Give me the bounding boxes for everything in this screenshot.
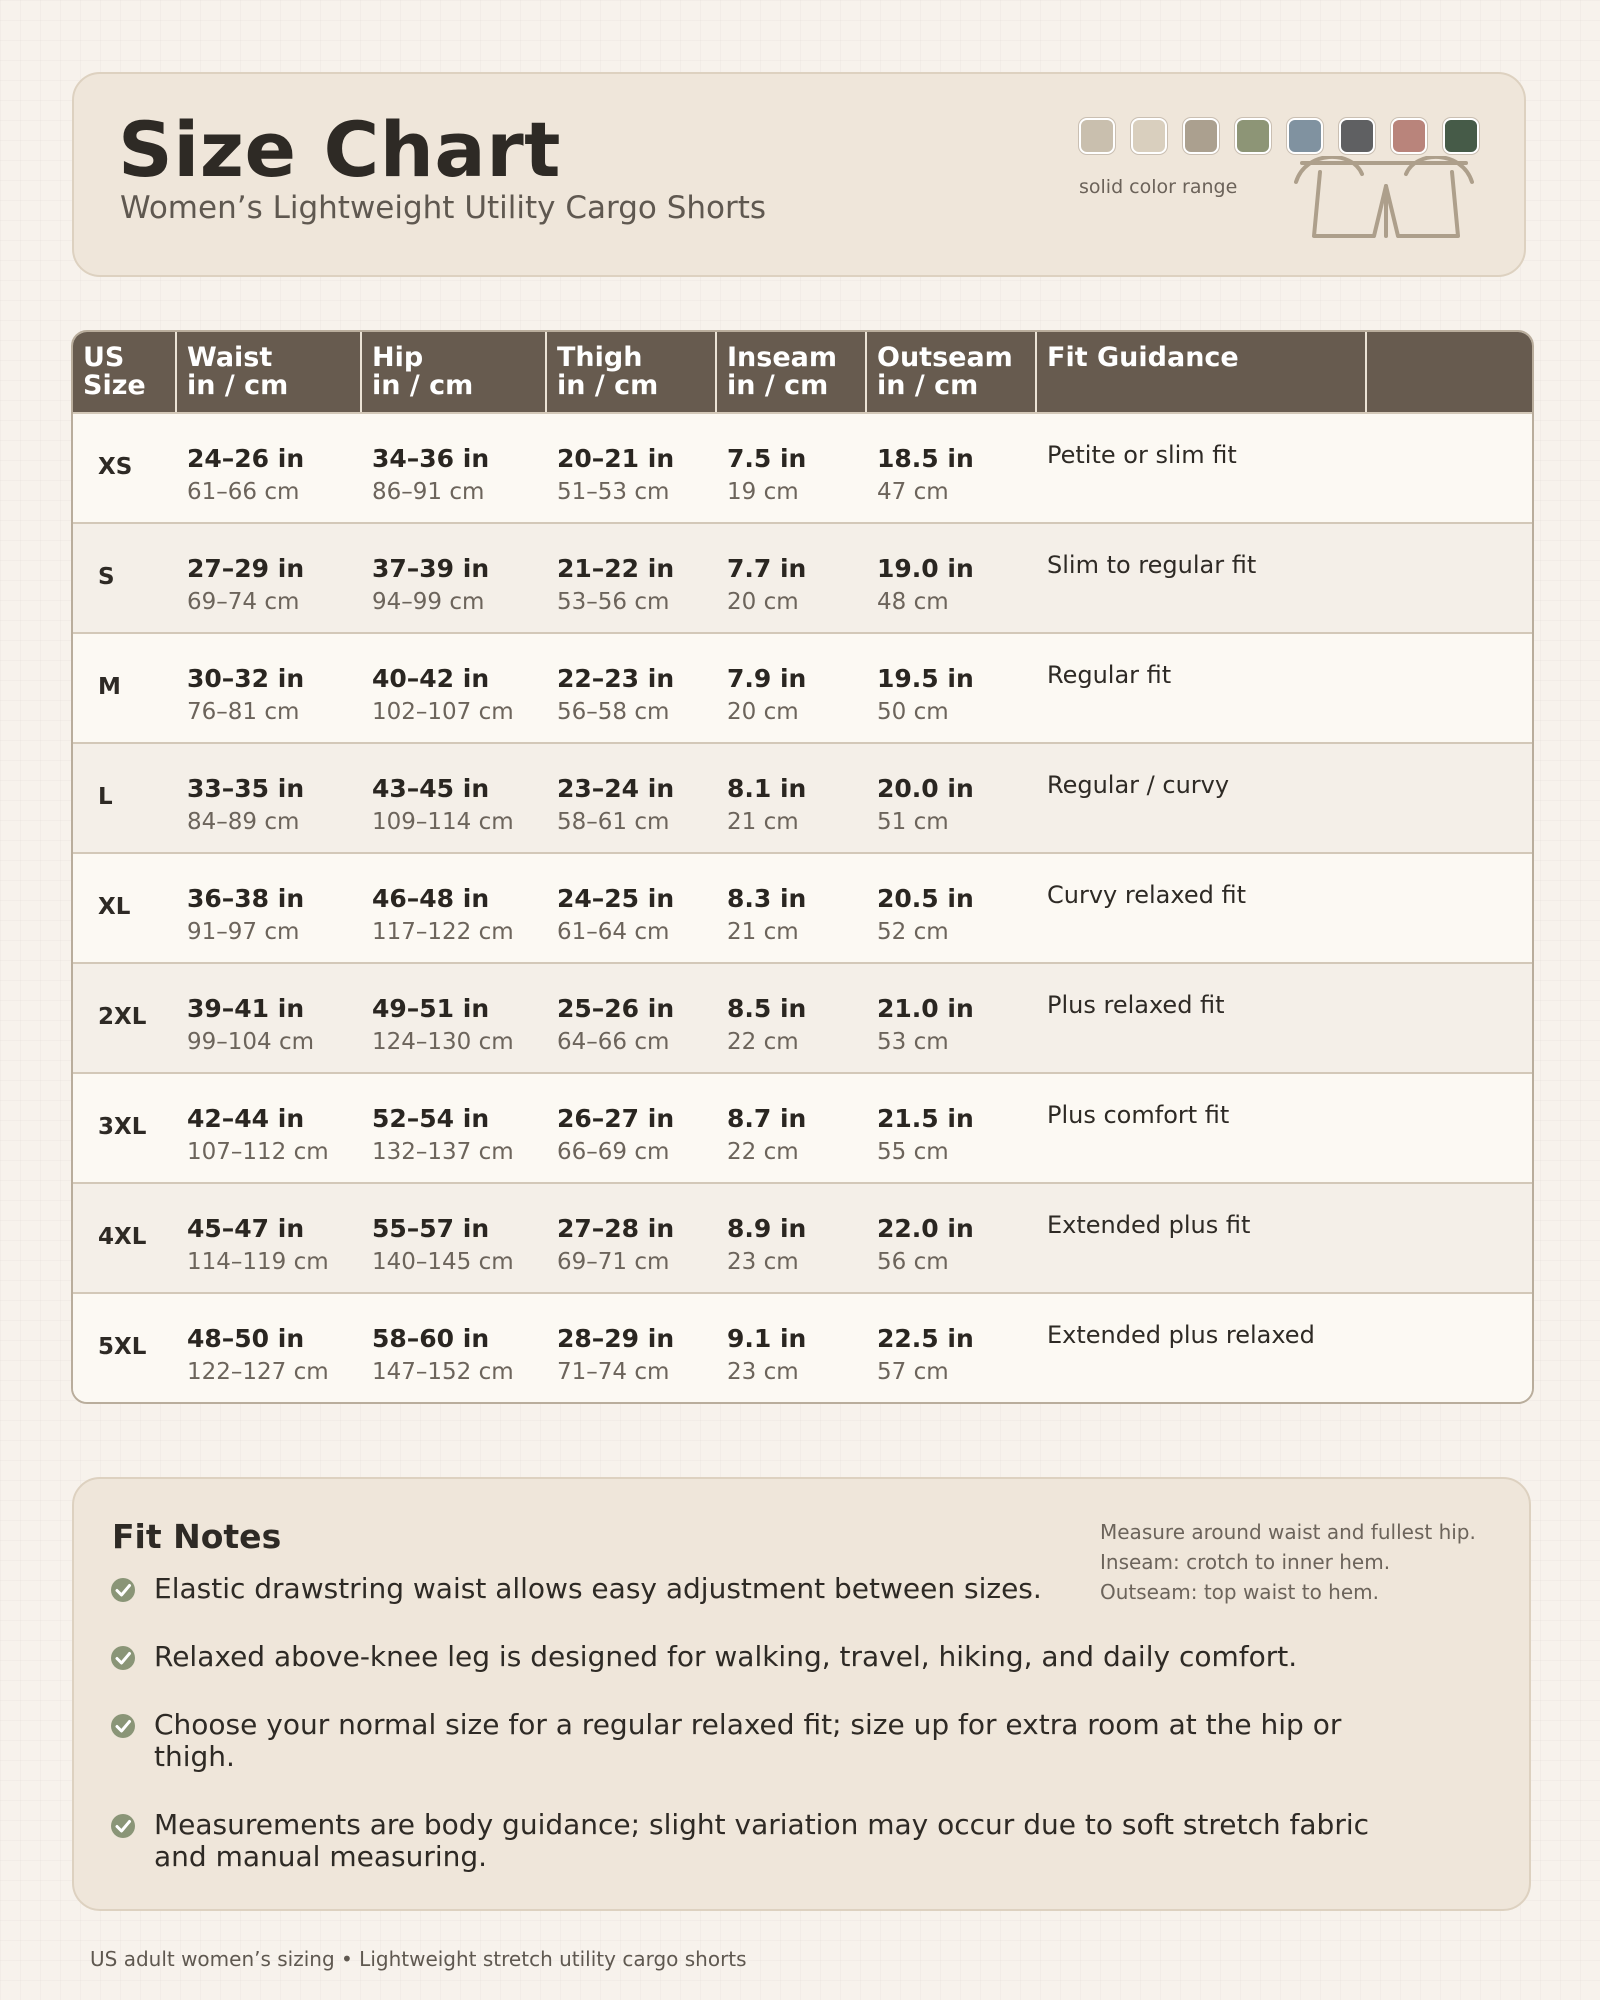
hip-in: 46–48 in <box>372 884 490 913</box>
inseam-cm: 22 cm <box>727 1139 799 1165</box>
thigh-in: 23–24 in <box>557 774 675 803</box>
waist-cm: 84–89 cm <box>187 809 300 835</box>
waist-cm: 91–97 cm <box>187 919 300 945</box>
outseam-cm: 50 cm <box>877 699 949 725</box>
fit-note-text: Relaxed above-knee leg is designed for walking, travel, hiking, and daily comfort. <box>154 1640 1298 1673</box>
table-row <box>73 1292 1532 1402</box>
thigh-in: 24–25 in <box>557 884 675 913</box>
thigh-in: 22–23 in <box>557 664 675 693</box>
fit-notes-card <box>72 1477 1531 1911</box>
fit-note-item <box>110 1809 1430 1873</box>
page-title: Size Chart <box>118 105 562 194</box>
inseam-cell <box>717 1072 867 1182</box>
hip-cm: 94–99 cm <box>372 589 485 615</box>
outseam-cm: 57 cm <box>877 1359 949 1385</box>
color-swatch <box>1443 118 1479 154</box>
waist-cm: 122–127 cm <box>187 1359 329 1385</box>
outseam-cell <box>867 852 1037 962</box>
thigh-in: 28–29 in <box>557 1324 675 1353</box>
outseam-cm: 56 cm <box>877 1249 949 1275</box>
size-label: XS <box>73 412 177 522</box>
hip-in: 52–54 in <box>372 1104 490 1133</box>
fit-notes-list <box>110 1573 1430 1873</box>
thigh-cell <box>547 742 717 852</box>
hip-cell <box>362 412 547 522</box>
fit-guidance: Slim to regular fit <box>1037 522 1532 632</box>
shorts-icon <box>1294 156 1474 262</box>
inseam-in: 8.3 in <box>727 884 807 913</box>
size-label: S <box>73 522 177 632</box>
inseam-cell <box>717 1292 867 1402</box>
outseam-cell <box>867 1182 1037 1292</box>
waist-in: 30–32 in <box>187 664 305 693</box>
size-label: 5XL <box>73 1292 177 1402</box>
header-waist-line2: in / cm <box>187 370 289 401</box>
fit-note-item <box>110 1573 1430 1605</box>
header-thigh-line2: in / cm <box>557 370 659 401</box>
fit-guidance: Curvy relaxed fit <box>1037 852 1532 962</box>
hip-cell <box>362 1072 547 1182</box>
hip-in: 40–42 in <box>372 664 490 693</box>
size-label: M <box>73 632 177 742</box>
inseam-cm: 20 cm <box>727 699 799 725</box>
thigh-cell <box>547 962 717 1072</box>
thigh-cm: 71–74 cm <box>557 1359 670 1385</box>
page-subtitle: Women’s Lightweight Utility Cargo Shorts <box>120 190 767 226</box>
fit-guidance: Plus comfort fit <box>1037 1072 1532 1182</box>
color-swatch <box>1183 118 1219 154</box>
header-thigh <box>547 332 717 412</box>
thigh-cell <box>547 522 717 632</box>
thigh-cell <box>547 852 717 962</box>
color-swatch <box>1287 118 1323 154</box>
thigh-cm: 56–58 cm <box>557 699 670 725</box>
fit-guidance: Extended plus relaxed <box>1037 1292 1532 1402</box>
check-icon <box>110 1577 136 1603</box>
fit-note-item <box>110 1641 1430 1673</box>
check-icon <box>110 1645 136 1671</box>
hip-cm: 109–114 cm <box>372 809 514 835</box>
thigh-cell <box>547 412 717 522</box>
hip-cell <box>362 1182 547 1292</box>
inseam-cell <box>717 742 867 852</box>
waist-in: 39–41 in <box>187 994 305 1023</box>
thigh-in: 26–27 in <box>557 1104 675 1133</box>
size-label: 2XL <box>73 962 177 1072</box>
hip-cell <box>362 632 547 742</box>
inseam-in: 8.7 in <box>727 1104 807 1133</box>
inseam-cm: 19 cm <box>727 479 799 505</box>
fit-guidance: Regular fit <box>1037 632 1532 742</box>
table-row <box>73 1182 1532 1292</box>
measure-hint: Measure around waist and fullest hip. <box>1100 1520 1476 1544</box>
inseam-cm: 21 cm <box>727 809 799 835</box>
outseam-in: 20.0 in <box>877 774 974 803</box>
waist-in: 48–50 in <box>187 1324 305 1353</box>
waist-cell <box>177 412 362 522</box>
fit-note-text: Choose your normal size for a regular relaxed fit; size up for extra room at the hip or thigh. <box>154 1708 1342 1773</box>
waist-cm: 61–66 cm <box>187 479 300 505</box>
inseam-cell <box>717 632 867 742</box>
footer-text: US adult women’s sizing • Lightweight stretch utility cargo shorts <box>90 1947 747 1971</box>
hip-in: 58–60 in <box>372 1324 490 1353</box>
hip-in: 34–36 in <box>372 444 490 473</box>
waist-cell <box>177 632 362 742</box>
waist-cm: 76–81 cm <box>187 699 300 725</box>
header-size <box>73 332 177 412</box>
thigh-cell <box>547 1182 717 1292</box>
inseam-cell <box>717 522 867 632</box>
waist-cell <box>177 1182 362 1292</box>
table-row <box>73 962 1532 1072</box>
outseam-cm: 47 cm <box>877 479 949 505</box>
size-label: L <box>73 742 177 852</box>
header-thigh-line1: Thigh <box>557 342 643 373</box>
color-swatch <box>1235 118 1271 154</box>
header-outseam-line1: Outseam <box>877 342 1013 373</box>
thigh-cm: 66–69 cm <box>557 1139 670 1165</box>
fit-guidance: Petite or slim fit <box>1037 412 1532 522</box>
measure-hint: Inseam: crotch to inner hem. <box>1100 1550 1391 1574</box>
inseam-cm: 21 cm <box>727 919 799 945</box>
waist-in: 42–44 in <box>187 1104 305 1133</box>
outseam-in: 19.5 in <box>877 664 974 693</box>
thigh-cm: 51–53 cm <box>557 479 670 505</box>
thigh-cm: 58–61 cm <box>557 809 670 835</box>
outseam-in: 19.0 in <box>877 554 974 583</box>
waist-cm: 114–119 cm <box>187 1249 329 1275</box>
size-label: 4XL <box>73 1182 177 1292</box>
waist-cell <box>177 962 362 1072</box>
size-label: XL <box>73 852 177 962</box>
thigh-in: 20–21 in <box>557 444 675 473</box>
header-hip-line1: Hip <box>372 342 424 373</box>
swatch-caption: solid color range <box>1079 176 1238 198</box>
waist-in: 36–38 in <box>187 884 305 913</box>
thigh-cell <box>547 632 717 742</box>
header-outseam <box>867 332 1037 412</box>
waist-cell <box>177 1072 362 1182</box>
table-row <box>73 412 1532 522</box>
header-waist <box>177 332 362 412</box>
fit-note-item <box>110 1709 1430 1773</box>
inseam-cm: 20 cm <box>727 589 799 615</box>
check-icon <box>110 1713 136 1739</box>
inseam-cell <box>717 852 867 962</box>
inseam-in: 8.5 in <box>727 994 807 1023</box>
table-row <box>73 852 1532 962</box>
outseam-in: 21.0 in <box>877 994 974 1023</box>
inseam-cell <box>717 412 867 522</box>
hip-cell <box>362 962 547 1072</box>
inseam-in: 7.7 in <box>727 554 807 583</box>
hip-in: 37–39 in <box>372 554 490 583</box>
outseam-in: 21.5 in <box>877 1104 974 1133</box>
waist-cm: 107–112 cm <box>187 1139 329 1165</box>
hip-in: 55–57 in <box>372 1214 490 1243</box>
hip-cell <box>362 742 547 852</box>
table-row <box>73 632 1532 742</box>
inseam-cell <box>717 962 867 1072</box>
waist-cm: 69–74 cm <box>187 589 300 615</box>
color-swatch <box>1131 118 1167 154</box>
header-inseam <box>717 332 867 412</box>
hip-cm: 102–107 cm <box>372 699 514 725</box>
inseam-in: 9.1 in <box>727 1324 807 1353</box>
thigh-in: 25–26 in <box>557 994 675 1023</box>
table-row <box>73 1072 1532 1182</box>
outseam-cell <box>867 1072 1037 1182</box>
waist-in: 45–47 in <box>187 1214 305 1243</box>
table-row <box>73 742 1532 852</box>
fit-note-text: Elastic drawstring waist allows easy adjustment between sizes. <box>154 1572 1042 1605</box>
outseam-cell <box>867 742 1037 852</box>
outseam-cm: 52 cm <box>877 919 949 945</box>
hip-cell <box>362 522 547 632</box>
hip-cell <box>362 1292 547 1402</box>
outseam-in: 20.5 in <box>877 884 974 913</box>
hip-cm: 132–137 cm <box>372 1139 514 1165</box>
inseam-in: 8.9 in <box>727 1214 807 1243</box>
outseam-cell <box>867 962 1037 1072</box>
color-swatch <box>1391 118 1427 154</box>
waist-cell <box>177 522 362 632</box>
header-empty <box>1367 332 1532 412</box>
outseam-cm: 55 cm <box>877 1139 949 1165</box>
header-hip <box>362 332 547 412</box>
header-card <box>72 72 1526 277</box>
hip-cm: 124–130 cm <box>372 1029 514 1055</box>
table-header-row <box>73 332 1532 412</box>
thigh-cm: 61–64 cm <box>557 919 670 945</box>
outseam-cell <box>867 412 1037 522</box>
waist-cell <box>177 742 362 852</box>
outseam-cell <box>867 522 1037 632</box>
measure-hint: Outseam: top waist to hem. <box>1100 1580 1379 1604</box>
thigh-in: 27–28 in <box>557 1214 675 1243</box>
thigh-cm: 64–66 cm <box>557 1029 670 1055</box>
table-row <box>73 522 1532 632</box>
hip-in: 49–51 in <box>372 994 490 1023</box>
header-waist-line1: Waist <box>187 342 273 373</box>
header-fit-line1: Fit Guidance <box>1047 342 1239 373</box>
size-label: 3XL <box>73 1072 177 1182</box>
hip-in: 43–45 in <box>372 774 490 803</box>
outseam-cell <box>867 1292 1037 1402</box>
header-inseam-line1: Inseam <box>727 342 838 373</box>
thigh-cm: 53–56 cm <box>557 589 670 615</box>
outseam-cm: 53 cm <box>877 1029 949 1055</box>
waist-in: 33–35 in <box>187 774 305 803</box>
outseam-in: 22.0 in <box>877 1214 974 1243</box>
outseam-cell <box>867 632 1037 742</box>
inseam-cm: 22 cm <box>727 1029 799 1055</box>
outseam-in: 22.5 in <box>877 1324 974 1353</box>
waist-in: 24–26 in <box>187 444 305 473</box>
fit-guidance: Plus relaxed fit <box>1037 962 1532 1072</box>
fit-guidance: Regular / curvy <box>1037 742 1532 852</box>
outseam-cm: 51 cm <box>877 809 949 835</box>
thigh-cell <box>547 1292 717 1402</box>
header-size-line2: Size <box>83 370 146 401</box>
waist-cell <box>177 852 362 962</box>
waist-in: 27–29 in <box>187 554 305 583</box>
outseam-cm: 48 cm <box>877 589 949 615</box>
thigh-cell <box>547 1072 717 1182</box>
color-swatch <box>1079 118 1115 154</box>
fit-guidance: Extended plus fit <box>1037 1182 1532 1292</box>
color-swatch <box>1339 118 1375 154</box>
hip-cm: 147–152 cm <box>372 1359 514 1385</box>
hip-cm: 140–145 cm <box>372 1249 514 1275</box>
header-size-line1: US <box>83 342 125 373</box>
size-table <box>71 330 1534 1404</box>
inseam-cm: 23 cm <box>727 1249 799 1275</box>
waist-cell <box>177 1292 362 1402</box>
check-icon <box>110 1813 136 1839</box>
inseam-cell <box>717 1182 867 1292</box>
inseam-in: 7.5 in <box>727 444 807 473</box>
thigh-in: 21–22 in <box>557 554 675 583</box>
hip-cm: 117–122 cm <box>372 919 514 945</box>
header-fit-guidance <box>1037 332 1367 412</box>
thigh-cm: 69–71 cm <box>557 1249 670 1275</box>
hip-cm: 86–91 cm <box>372 479 485 505</box>
outseam-in: 18.5 in <box>877 444 974 473</box>
inseam-cm: 23 cm <box>727 1359 799 1385</box>
color-swatches <box>1079 118 1479 154</box>
fit-notes-title: Fit Notes <box>112 1517 282 1556</box>
header-outseam-line2: in / cm <box>877 370 979 401</box>
header-inseam-line2: in / cm <box>727 370 829 401</box>
inseam-in: 7.9 in <box>727 664 807 693</box>
inseam-in: 8.1 in <box>727 774 807 803</box>
waist-cm: 99–104 cm <box>187 1029 315 1055</box>
fit-note-text: Measurements are body guidance; slight variation may occur due to soft stretch fabric and manual measuring. <box>154 1808 1370 1873</box>
hip-cell <box>362 852 547 962</box>
header-hip-line2: in / cm <box>372 370 474 401</box>
